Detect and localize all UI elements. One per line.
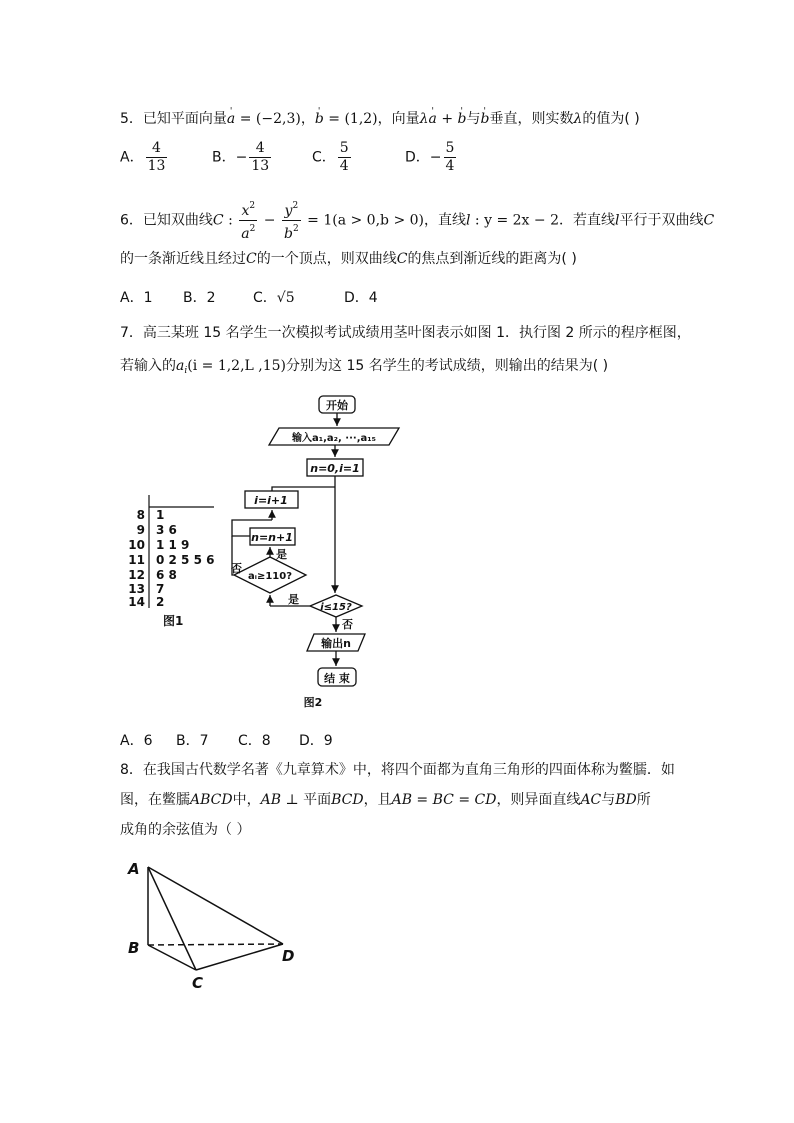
denominator: 13 bbox=[147, 158, 166, 174]
q8-stem-line1: 8．在我国古代数学名著《九章算术》中，将四个面都为直角三角形的四面体称为鳖臑．如 bbox=[120, 762, 675, 778]
q6-text: 已知双曲线 bbox=[142, 212, 213, 229]
q5-lambda: λ bbox=[419, 111, 429, 127]
y-var: y bbox=[284, 203, 293, 219]
q6-text-a: 的一条渐近线且经过 bbox=[120, 251, 246, 267]
b-var: b bbox=[284, 226, 293, 242]
vertex-a-label: A bbox=[128, 860, 140, 878]
q7-ai-range: (i = 1,2,L ,15) bbox=[187, 358, 287, 374]
leaf-values: 6 8 bbox=[156, 568, 177, 582]
q8-text-a: 图，在鳖臑 bbox=[120, 792, 190, 808]
increment-i-label: i=i+1 bbox=[254, 494, 288, 507]
leaf-values: 2 bbox=[156, 595, 165, 609]
q7-stem-line1: 7．高三某班 15 名学生一次模拟考试成绩用茎叶图表示如图 1．执行图 2 所示的程序框图， bbox=[120, 325, 691, 341]
option-label: D． bbox=[299, 733, 324, 749]
condition-i-label: i≤15? bbox=[320, 602, 352, 613]
q6-line-name: l bbox=[466, 212, 471, 229]
q8-ac: AC bbox=[580, 792, 602, 808]
yes-label-2: 是 bbox=[288, 593, 299, 606]
q6-eq-tail: = 1(a > 0,b > 0) bbox=[302, 212, 424, 229]
option-value: 1 bbox=[143, 290, 153, 306]
stem-value: 13 bbox=[128, 582, 145, 596]
q6-curve: C bbox=[212, 212, 224, 229]
q7-text-a: 若输入的 bbox=[120, 358, 176, 374]
edge-ac bbox=[148, 867, 196, 970]
q5-text-mid: ，向量 bbox=[377, 111, 420, 127]
denominator: 13 bbox=[251, 158, 270, 174]
q5-vector-b: ' b bbox=[315, 111, 324, 127]
output-label: 输出n bbox=[321, 637, 351, 650]
q5-perp-text: 垂直，则实数 bbox=[489, 111, 574, 127]
stem-value: 12 bbox=[128, 568, 145, 582]
option-label: D． bbox=[405, 149, 430, 166]
q5-b-value: = (1,2) bbox=[323, 111, 378, 127]
q5-number: 5． bbox=[120, 111, 143, 127]
q7-ai: a bbox=[176, 358, 185, 374]
vertex-c-label: C bbox=[192, 974, 204, 992]
option-value: 4 bbox=[368, 290, 378, 306]
q7-text-b: 分别为这 15 名学生的考试成绩，则输出的结果为( ) bbox=[286, 358, 609, 374]
q6-line-eq: : y = 2x − 2 bbox=[470, 212, 559, 229]
q8-bd: BD bbox=[615, 792, 637, 808]
q6-line-name-2: l bbox=[614, 212, 620, 229]
q5-expr-b2: ' b bbox=[480, 111, 489, 127]
end-label: 结 束 bbox=[324, 672, 350, 685]
no-label-1: 否 bbox=[231, 562, 242, 575]
a-var: a bbox=[241, 226, 250, 242]
q5-expr-b: ' b bbox=[458, 111, 467, 127]
edge-cd bbox=[196, 944, 283, 970]
q5-with: 与 bbox=[466, 111, 481, 127]
vertex-b-label: B bbox=[128, 939, 140, 957]
denominator: 4 bbox=[445, 158, 455, 174]
q6-curve-4: C bbox=[396, 251, 408, 267]
no-label-2: 否 bbox=[342, 618, 353, 631]
q6-line-text: ，直线 bbox=[424, 212, 466, 229]
q5-suffix: 的值为( ) bbox=[582, 111, 640, 127]
yes-label-1: 是 bbox=[276, 548, 287, 561]
stem-value: 10 bbox=[128, 538, 145, 552]
leaf-values: 1 1 9 bbox=[156, 538, 190, 552]
q6-text-c: 的焦点到渐近线的距离为( ) bbox=[407, 251, 577, 267]
stem-value: 14 bbox=[128, 595, 145, 609]
option-sign: − bbox=[429, 149, 442, 166]
option-label: D． bbox=[344, 290, 369, 306]
option-value: 9 bbox=[323, 733, 333, 749]
edge-bc bbox=[148, 945, 196, 970]
q8-text-b: 中， bbox=[232, 792, 261, 808]
numerator: 5 bbox=[339, 140, 349, 156]
vertex-d-label: D bbox=[282, 947, 295, 965]
q5-expr-a: ' a bbox=[429, 111, 437, 127]
edge-bd-hidden bbox=[148, 944, 283, 945]
numerator: 5 bbox=[445, 140, 455, 156]
init-label: n=0,i=1 bbox=[310, 462, 360, 475]
q6-frac-x: $\frac{x^2}{a^2}$ bbox=[239, 198, 257, 243]
option-label: B． bbox=[212, 149, 236, 166]
q6-number: 6． bbox=[120, 212, 143, 229]
q6-minus: − bbox=[259, 212, 280, 229]
q6-after-line: ．若直线 bbox=[558, 212, 615, 229]
q7-ai-sub: i bbox=[184, 366, 188, 376]
q6-colon: : bbox=[223, 212, 238, 229]
input-label: 输入a₁,a₂, ···,a₁₅ bbox=[291, 433, 377, 444]
q8-stem-line3: 成角的余弦值为（ ） bbox=[120, 822, 251, 838]
x-var: x bbox=[241, 203, 250, 219]
option-label: A． bbox=[120, 733, 144, 749]
q8-text-g: 所 bbox=[636, 792, 651, 808]
increment-n-label: n=n+1 bbox=[251, 531, 293, 544]
stem-value: 11 bbox=[128, 553, 145, 567]
q8-text-f: 与 bbox=[601, 792, 616, 808]
option-label: B． bbox=[176, 733, 200, 749]
q6-parallel: 平行于双曲线 bbox=[619, 212, 704, 229]
figure-2-caption: 图2 bbox=[303, 696, 323, 709]
leaf-values: 1 bbox=[156, 508, 165, 522]
numerator: 4 bbox=[146, 140, 168, 158]
numerator: 4 bbox=[249, 140, 271, 158]
leaf-values: 7 bbox=[156, 582, 165, 596]
stem-value: 8 bbox=[136, 508, 145, 522]
start-label: 开始 bbox=[326, 399, 348, 412]
q8-ab: AB bbox=[260, 792, 282, 808]
leaf-values: 0 2 5 5 6 bbox=[156, 553, 215, 567]
option-label: B． bbox=[183, 290, 207, 306]
condition-ai-label: aᵢ≥110? bbox=[248, 571, 292, 582]
q8-perp: ⊥ bbox=[281, 792, 304, 808]
q6-text-b: 的一个顶点，则双曲线 bbox=[256, 251, 397, 267]
q6-curve-2: C bbox=[703, 212, 715, 229]
option-value: 6 bbox=[143, 733, 153, 749]
option-label: C． bbox=[253, 290, 277, 306]
option-label: A． bbox=[120, 149, 144, 166]
figure-1-caption: 图1 bbox=[163, 614, 184, 628]
option-label: A． bbox=[120, 290, 144, 306]
q5-lambda-2: λ bbox=[573, 111, 583, 127]
option-label: C． bbox=[312, 149, 336, 166]
q8-text-d: ，且 bbox=[363, 792, 392, 808]
option-value: 7 bbox=[199, 733, 209, 749]
q6-frac-y: $\frac{y^2}{b^2}$ bbox=[282, 198, 301, 243]
option-value: √5 bbox=[276, 290, 295, 306]
edge-ad bbox=[148, 867, 283, 944]
option-value: 2 bbox=[206, 290, 216, 306]
option-label: C． bbox=[238, 733, 262, 749]
q5-comma: ， bbox=[300, 111, 315, 127]
q5-plus: + bbox=[436, 111, 458, 127]
q5-text: 已知平面向量 bbox=[142, 111, 227, 127]
q8-abcd: ABCD bbox=[190, 792, 233, 808]
q6-curve-3: C bbox=[246, 251, 257, 267]
q5-vector-a: ' a bbox=[227, 111, 235, 127]
q8-bcd: BCD bbox=[331, 792, 364, 808]
option-sign: − bbox=[235, 149, 248, 166]
leaf-values: 3 6 bbox=[156, 523, 177, 537]
stem-value: 9 bbox=[136, 523, 145, 537]
denominator: 4 bbox=[339, 158, 349, 174]
q8-equalities: AB = BC = CD bbox=[391, 792, 497, 808]
option-value: 8 bbox=[261, 733, 271, 749]
q8-text-e: ，则异面直线 bbox=[496, 792, 581, 808]
q8-text-c: 平面 bbox=[303, 792, 332, 808]
q5-a-value: = (−2,3) bbox=[235, 111, 301, 127]
